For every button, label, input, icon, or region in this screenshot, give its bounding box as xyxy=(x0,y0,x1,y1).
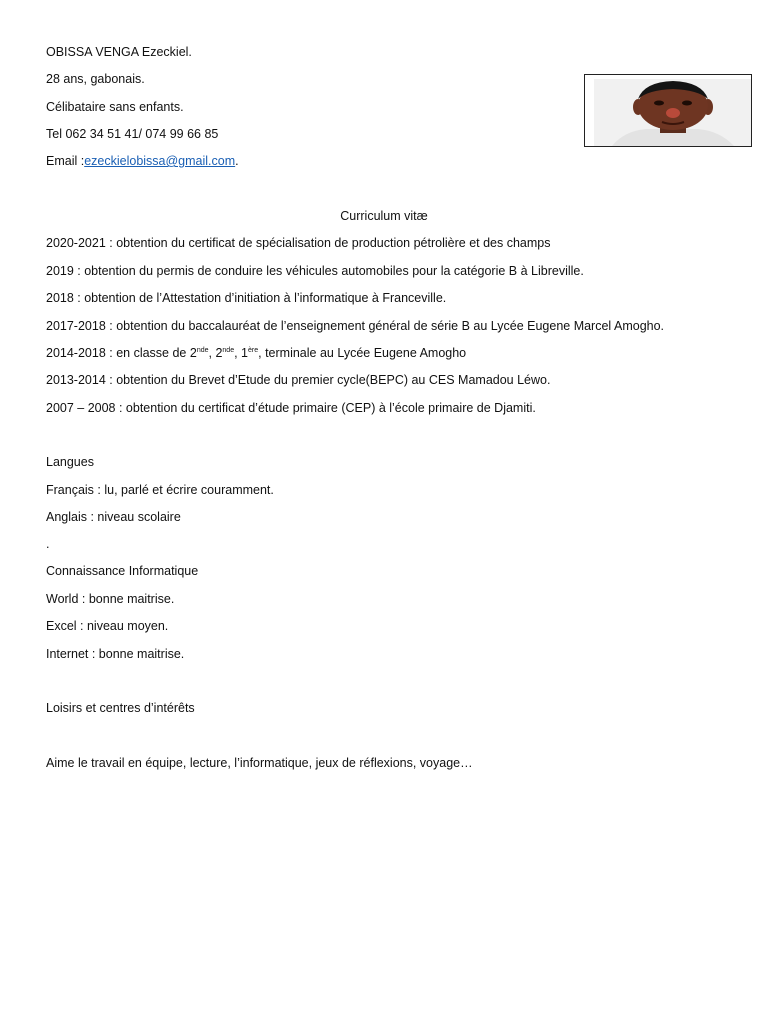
portrait-photo-icon xyxy=(594,79,751,146)
education-item: 2018 : obtention de l’Attestation d’initiation à l’informatique à Franceville. xyxy=(46,291,447,305)
marital-status: Célibataire sans enfants. xyxy=(46,100,184,114)
education-text: , 1 xyxy=(234,346,248,360)
education-text: 2014-2018 : en classe de 2 xyxy=(46,346,197,360)
education-item: 2017-2018 : obtention du baccalauréat de l’enseignement général de série B au Lycée Eugene Marcel Amogho. xyxy=(46,319,665,333)
skill-word: World : bonne maitrise. xyxy=(46,592,175,606)
email-label: Email : xyxy=(46,154,85,168)
education-item: 2007 – 2008 : obtention du certificat d’étude primaire (CEP) à l’école primaire de Djamiti. xyxy=(46,401,536,415)
phone-numbers: Tel 062 34 51 41/ 074 99 66 85 xyxy=(46,127,219,141)
age-nationality: 28 ans, gabonais. xyxy=(46,72,145,86)
education-text: , 2 xyxy=(208,346,223,360)
language-english: Anglais : niveau scolaire xyxy=(46,510,181,524)
language-french: Français : lu, parlé et écrire couramment. xyxy=(46,483,274,497)
education-item: 2019 : obtention du permis de conduire les véhicules automobiles pour la catégorie B à Libreville. xyxy=(46,264,584,278)
skill-excel: Excel : niveau moyen. xyxy=(46,619,169,633)
computer-skills-heading: Connaissance Informatique xyxy=(46,564,199,578)
ordinal-superscript: nde xyxy=(196,347,209,354)
education-item: 2020-2021 : obtention du certificat de spécialisation de production pétrolière et des champs xyxy=(46,236,551,250)
email-suffix: . xyxy=(235,154,239,168)
profile-photo xyxy=(584,74,752,147)
hobbies-text: Aime le travail en équipe, lecture, l’informatique, jeux de réflexions, voyage… xyxy=(46,756,473,770)
education-item xyxy=(46,345,466,361)
ordinal-superscript: ère xyxy=(248,347,259,354)
hobbies-heading: Loisirs et centres d’intérêts xyxy=(46,701,195,715)
education-text: , terminale au Lycée Eugene Amogho xyxy=(258,346,467,360)
languages-heading: Langues xyxy=(46,455,94,469)
ordinal-superscript: nde xyxy=(222,347,235,354)
candidate-name: OBISSA VENGA Ezeckiel. xyxy=(46,45,192,59)
cv-title: Curriculum vitæ xyxy=(340,209,428,223)
education-item: 2013-2014 : obtention du Brevet d’Etude du premier cycle(BEPC) au CES Mamadou Léwo. xyxy=(46,373,551,387)
skill-internet: Internet : bonne maitrise. xyxy=(46,647,185,661)
email-link[interactable]: ezeckielobissa@gmail.com xyxy=(84,154,236,168)
stray-dot: . xyxy=(46,537,50,551)
email-line xyxy=(46,153,239,169)
